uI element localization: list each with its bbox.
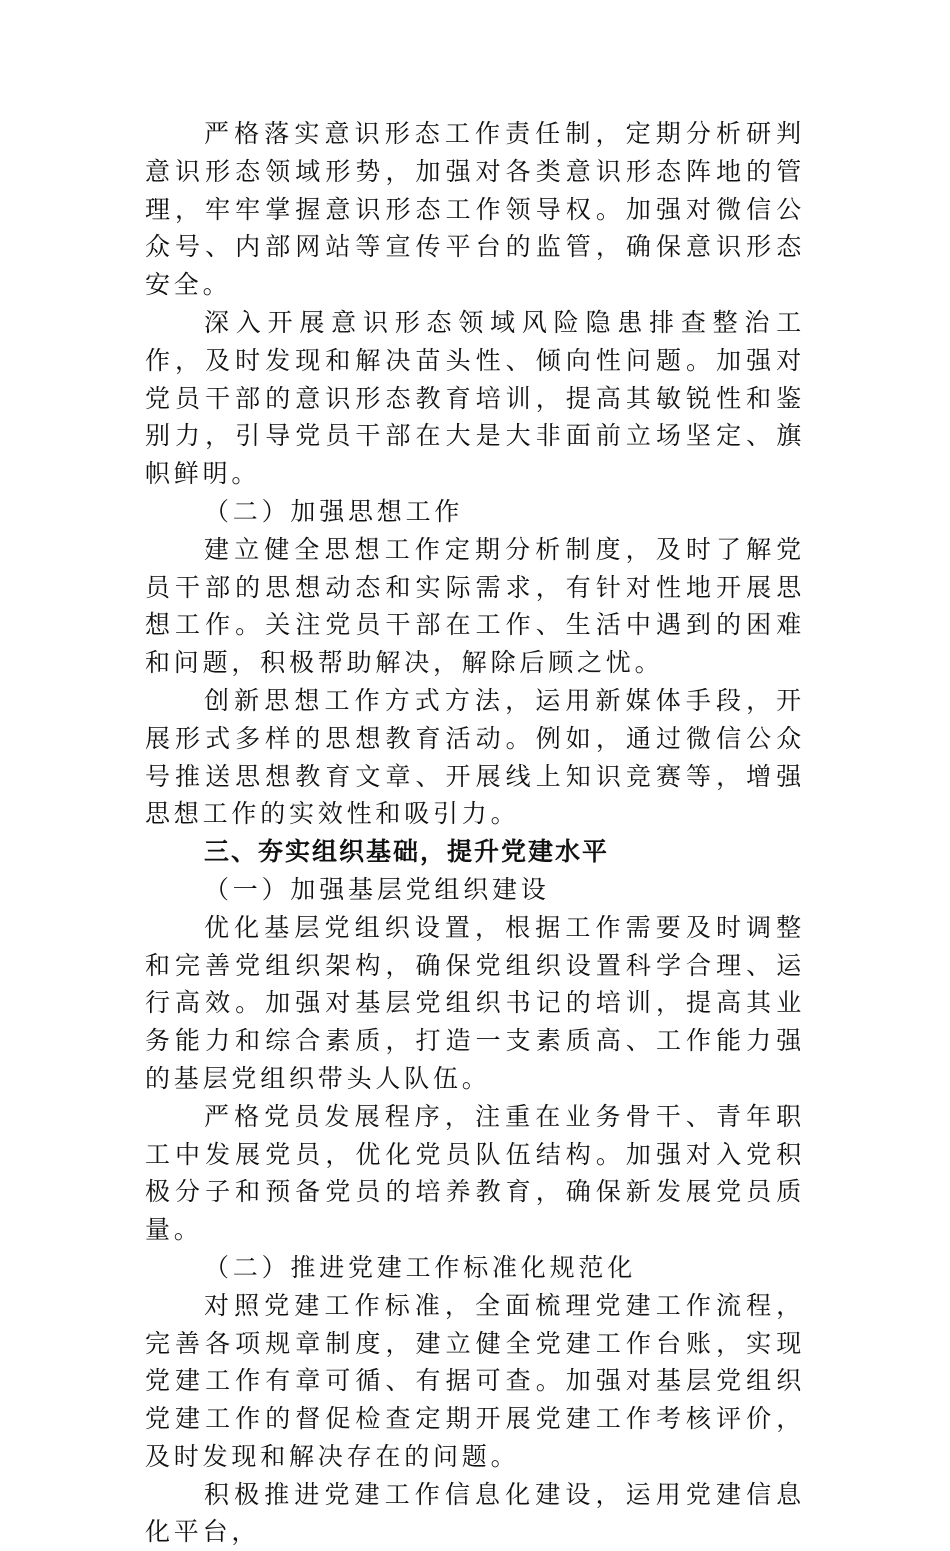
paragraph-risk-investigation: 深入开展意识形态领域风险隐患排查整治工作，及时发现和解决苗头性、倾向性问题。加强对党员干部的意识形态教育培训，提高其敏锐性和鉴别力，引导党员干部在大是大非面前立场坚定、旗帜鲜明。 [145,307,805,489]
subheading-standardization: （二）推进党建工作标准化规范化 [204,1252,637,1282]
paragraph-organization-setup: 优化基层党组织设置，根据工作需要及时调整和完善党组织架构，确保党组织设置科学合理、运行高效。加强对基层党组织书记的培训，提高其业务能力和综合素质，打造一支素质高、工作能力强的基层党组织带头人队伍。 [145,912,805,1093]
paragraph-thought-innovation: 创新思想工作方式方法，运用新媒体手段，开展形式多样的思想教育活动。例如，通过微信公众号推送思想教育文章、开展线上知识竞赛等，增强思想工作的实效性和吸引力。 [145,685,805,829]
paragraph-thought-analysis: 建立健全思想工作定期分析制度，及时了解党员干部的思想动态和实际需求，有针对性地开展思想工作。关注党员干部在工作、生活中遇到的困难和问题，积极帮助解决，解除后顾之忧。 [145,534,805,678]
paragraph-member-development: 严格党员发展程序，注重在业务骨干、青年职工中发展党员，优化党员队伍结构。加强对入党积极分子和预备党员的培养教育，确保新发展党员质量。 [145,1101,805,1245]
subheading-thought-work: （二）加强思想工作 [204,496,464,526]
paragraph-ideology-responsibility: 严格落实意识形态工作责任制，定期分析研判意识形态领域形势，加强对各类意识形态阵地的管理，牢牢掌握意识形态工作领导权。加强对微信公众号、内部网站等宣传平台的监管，确保意识形态安全。 [145,119,805,300]
section-heading-organization: 三、夯实组织基础，提升党建水平 [204,837,610,867]
paragraph-standards-review: 对照党建工作标准，全面梳理党建工作流程，完善各项规章制度，建立健全党建工作台账，实现党建工作有章可循、有据可查。加强对基层党组织党建工作的督促检查定期开展党建工作考核评价，及时发现和解决存在的问题。 [145,1290,805,1471]
document-page [145,115,805,1551]
paragraph-informatization: 积极推进党建工作信息化建设，运用党建信息化平台， [145,1479,805,1547]
subheading-grassroots-organization: （一）加强基层党组织建设 [204,874,550,904]
